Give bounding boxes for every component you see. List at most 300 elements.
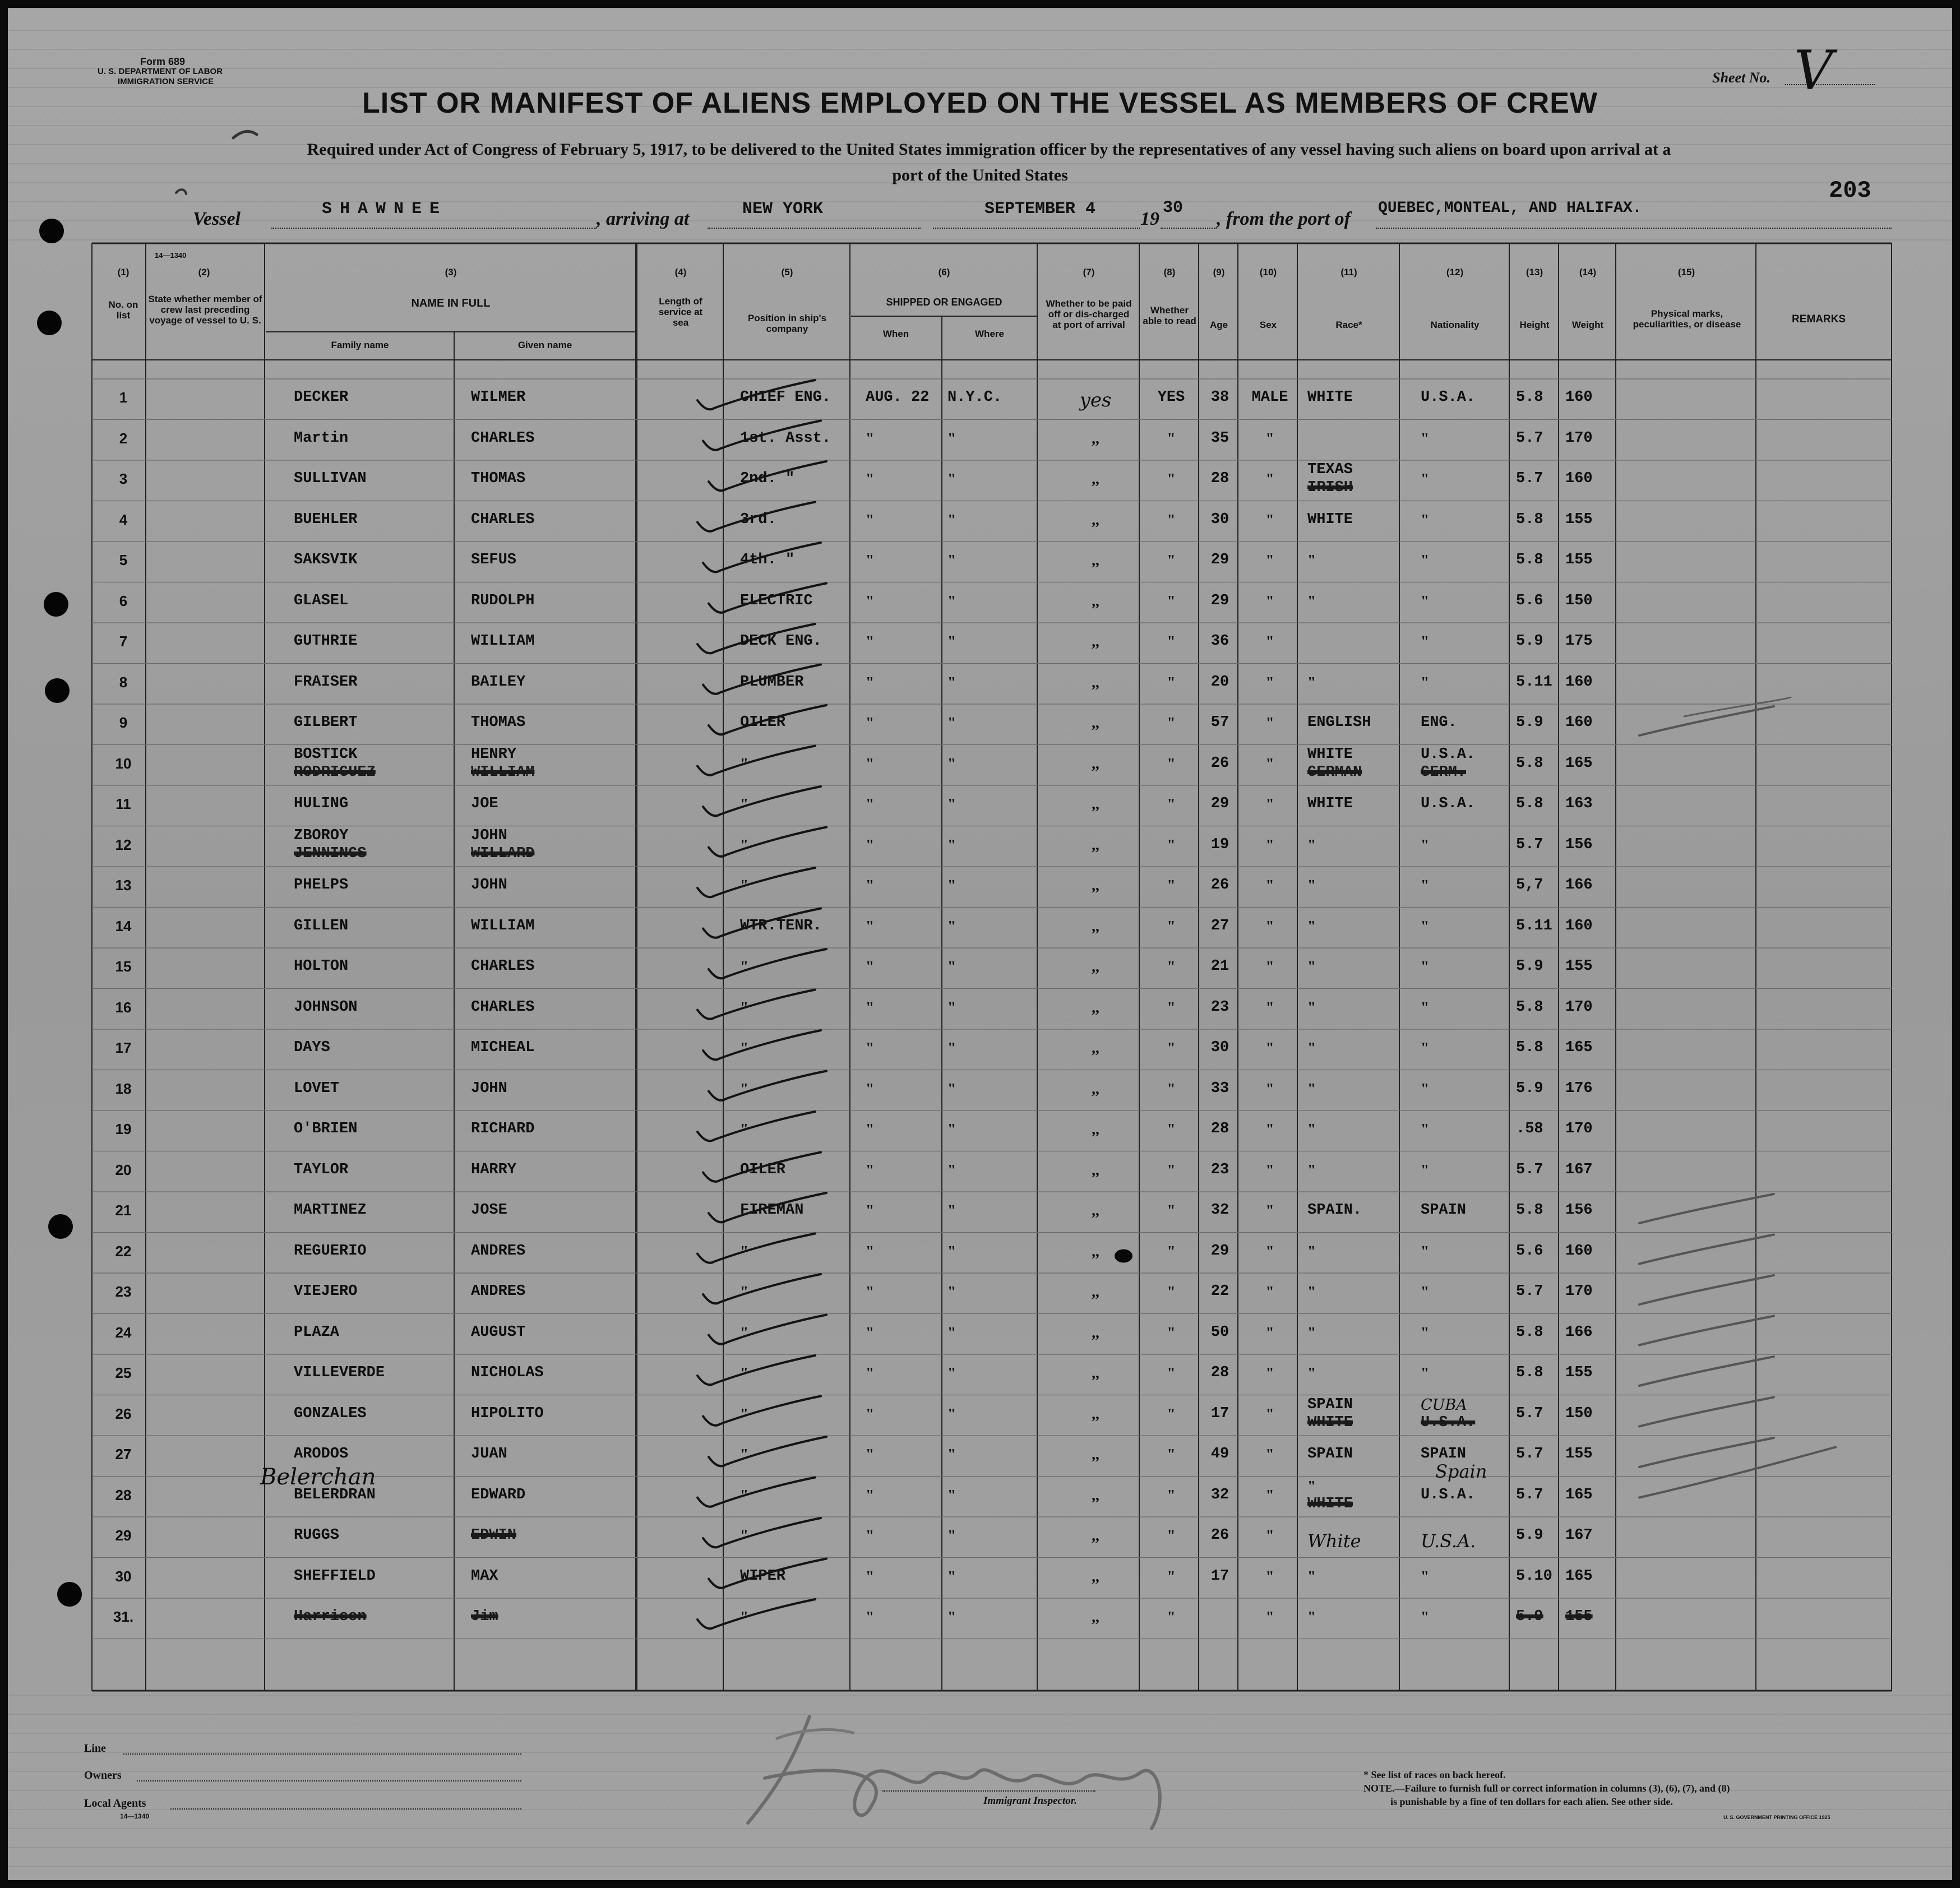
no-cell: 31. (113, 1608, 134, 1625)
sex-cell: " (1265, 1364, 1274, 1381)
check-mark (703, 1153, 821, 1182)
no-cell: 17 (115, 1039, 132, 1056)
sex-cell: " (1265, 1121, 1274, 1137)
height-cell: 5.11 (1516, 673, 1552, 691)
nationality-cell: " (1421, 1608, 1429, 1625)
where-cell: " (947, 673, 956, 691)
height-cell: 5.7 (1516, 1486, 1543, 1503)
check-mark (703, 1396, 821, 1426)
weight-cell: 170 (1565, 429, 1593, 447)
sex-cell: " (1265, 592, 1274, 609)
height-cell: 5.9 (1516, 1527, 1543, 1544)
family-cell: ZBOROY (294, 827, 349, 844)
col-sex-header: Sex (1259, 320, 1277, 330)
height-cell: .58 (1516, 1121, 1543, 1137)
paid-cell: ,, (1092, 1283, 1099, 1300)
when-cell: " (866, 1567, 874, 1585)
no-cell: 9 (119, 714, 128, 731)
where-cell: " (947, 1202, 956, 1219)
age-cell: 28 (1210, 1364, 1229, 1381)
race-cell: " (1307, 1364, 1316, 1381)
where-cell: " (947, 795, 956, 812)
page-title: LIST OR MANIFEST OF ALIENS EMPLOYED ON THE VESSEL AS MEMBERS OF CREW (362, 87, 1598, 119)
age-cell: 36 (1210, 633, 1229, 650)
printing-office: U. S. GOVERNMENT PRINTING OFFICE 1925 (1723, 1815, 1830, 1820)
height-struck-cell: 5.9 (1516, 1608, 1543, 1625)
when-cell: " (866, 958, 874, 975)
family-cell: JOHNSON (294, 998, 358, 1016)
read-cell: " (1167, 1121, 1176, 1137)
pencil-dash (1639, 1398, 1774, 1427)
position-cell: WIPER (740, 1567, 786, 1585)
no-cell: 4 (119, 511, 128, 528)
family-cell: SULLIVAN (294, 470, 367, 487)
position-cell: 1st. Asst. (740, 429, 831, 447)
height-cell: 5.8 (1516, 511, 1543, 528)
family-cell: PHELPS (294, 877, 349, 894)
weight-cell: 163 (1565, 795, 1593, 812)
height-cell: 5.8 (1516, 755, 1543, 772)
family-struck-cell: RODRIGUEZ (294, 763, 376, 781)
sheet-number: V (1794, 39, 1833, 102)
pencil-scribble (176, 189, 186, 194)
weight-cell: 175 (1565, 633, 1593, 650)
where-cell: " (947, 1527, 956, 1544)
given-cell: THOMAS (471, 714, 526, 731)
position-cell: ELECTRIC (740, 592, 813, 609)
paid-cell: ,, (1092, 1608, 1099, 1625)
read-cell: " (1167, 1039, 1176, 1056)
given-cell: CHARLES (471, 958, 535, 975)
position-cell: " (740, 1242, 748, 1260)
position-cell: DECK ENG. (740, 633, 822, 650)
where-cell: " (947, 1161, 956, 1178)
no-cell: 26 (115, 1405, 132, 1422)
age-cell: 19 (1210, 836, 1229, 853)
position-cell: WTR.TENR. (740, 917, 822, 934)
position-cell: OILER (740, 1161, 786, 1178)
pencil-dash (1639, 1447, 1836, 1498)
age-cell: 30 (1210, 1039, 1229, 1056)
given-cell: MAX (471, 1567, 498, 1585)
when-cell: " (866, 429, 874, 447)
age-cell: 26 (1210, 877, 1229, 894)
family-struck-cell: JENNINGS (294, 845, 367, 862)
weight-cell: 170 (1565, 1121, 1593, 1137)
race-cell: TEXAS (1307, 461, 1353, 478)
col-remarks-header: REMARKS (1791, 313, 1846, 325)
nationality-cell: " (1421, 1161, 1429, 1178)
age-cell: 17 (1210, 1567, 1229, 1585)
height-cell: 5.6 (1516, 592, 1543, 609)
family-cell: SHEFFIELD (294, 1567, 376, 1585)
nationality-cell: SPAIN (1421, 1446, 1467, 1463)
nationality-cell: " (1421, 633, 1429, 650)
weight-cell: 156 (1565, 836, 1593, 853)
race-cell: ENGLISH (1307, 714, 1371, 731)
nationality-cell: " (1421, 1121, 1429, 1137)
no-cell: 27 (115, 1446, 132, 1463)
paid-cell: ,, (1092, 1202, 1099, 1219)
no-cell: 21 (115, 1202, 132, 1219)
position-cell: " (740, 1486, 748, 1503)
when-cell: " (866, 552, 874, 568)
check-mark (697, 1599, 815, 1628)
sex-cell: " (1265, 998, 1274, 1016)
no-cell: 13 (115, 877, 132, 894)
sex-cell: " (1265, 877, 1274, 894)
col-weight-header: Weight (1571, 320, 1604, 330)
weight-cell: 166 (1565, 1324, 1593, 1341)
given-cell: CHARLES (471, 998, 535, 1016)
local-agents-label: Local Agents (84, 1797, 146, 1810)
age-cell: 26 (1210, 755, 1229, 772)
age-cell: 21 (1210, 958, 1229, 975)
weight-cell: 176 (1565, 1080, 1593, 1097)
col-8-number: (8) (1163, 267, 1176, 277)
col-5-number: (5) (781, 267, 793, 277)
paid-cell: ,, (1092, 1486, 1099, 1503)
nationality-cell: " (1421, 1364, 1429, 1381)
given-struck-cell: WILLIAM (471, 763, 535, 781)
height-cell: 5.8 (1516, 1364, 1543, 1381)
no-cell: 28 (115, 1486, 132, 1503)
col-when-header: When (882, 328, 909, 339)
height-cell: 5.8 (1516, 998, 1543, 1016)
check-mark (709, 949, 826, 978)
age-cell: 23 (1210, 1161, 1229, 1178)
weight-cell: 165 (1565, 1567, 1593, 1585)
check-mark (703, 1030, 821, 1059)
no-cell: 10 (115, 755, 132, 772)
check-mark (697, 1234, 815, 1263)
weight-cell: 160 (1565, 470, 1593, 487)
where-cell: " (947, 755, 956, 772)
sex-cell: " (1265, 633, 1274, 650)
position-cell: " (740, 1039, 748, 1056)
age-cell: 28 (1210, 470, 1229, 487)
read-cell: " (1167, 836, 1176, 853)
col-last-voyage-header: State whether member of crew last preceding voyage of vessel to U. S. (148, 294, 262, 326)
position-cell: " (740, 1527, 748, 1544)
when-cell: " (866, 470, 874, 487)
col-family-name-header: Family name (331, 340, 389, 350)
sex-cell: " (1265, 1161, 1274, 1178)
given-cell: WILLIAM (471, 917, 535, 934)
no-cell: 6 (119, 592, 128, 609)
paid-cell: ,, (1092, 511, 1099, 528)
position-cell: " (740, 755, 748, 772)
when-cell: " (866, 1446, 874, 1463)
read-cell: " (1167, 1080, 1176, 1097)
no-cell: 29 (115, 1527, 132, 1544)
nationality-cell: " (1421, 1039, 1429, 1056)
paid-cell: ,, (1092, 1242, 1099, 1260)
family-cell: BOSTICK (294, 746, 358, 763)
weight-cell: 165 (1565, 1039, 1593, 1056)
race-struck-cell: IRISH (1307, 479, 1353, 496)
position-cell: 3rd. (740, 511, 776, 528)
family-cell: Martin (294, 429, 349, 447)
paid-cell: ,, (1092, 592, 1099, 609)
sex-cell: " (1265, 1608, 1274, 1625)
read-cell: " (1167, 1242, 1176, 1260)
position-cell: " (740, 1608, 748, 1625)
check-mark (709, 584, 826, 613)
paid-cell: ,, (1092, 714, 1099, 731)
sex-cell: " (1265, 470, 1274, 487)
read-cell: " (1167, 1364, 1176, 1381)
read-cell: " (1167, 998, 1176, 1016)
where-cell: " (947, 1324, 956, 1341)
age-cell: 30 (1210, 511, 1229, 528)
col-age-header: Age (1209, 320, 1228, 330)
sex-cell: " (1265, 714, 1274, 731)
no-cell: 3 (119, 470, 128, 487)
col-paid-off-header: Whether to be paid off or dis-charged at port of arrival (1046, 298, 1132, 330)
family-cell: DECKER (294, 389, 349, 406)
given-cell: HARRY (471, 1161, 517, 1178)
form-code-bottom: 14—1340 (120, 1812, 150, 1820)
when-cell: " (866, 592, 874, 609)
position-cell: FIREMAN (740, 1202, 804, 1219)
vessel-label: Vessel (193, 209, 241, 229)
race-cell: " (1307, 998, 1316, 1016)
check-mark (697, 380, 815, 409)
height-cell: 5.7 (1516, 1446, 1543, 1463)
check-mark (697, 624, 815, 653)
sex-cell: " (1265, 1080, 1274, 1097)
given-cell: JOHN (471, 877, 507, 894)
height-cell: 5.7 (1516, 429, 1543, 447)
paid-cell: ,, (1092, 633, 1099, 650)
sex-cell: " (1265, 755, 1274, 772)
col-14-number: (14) (1579, 267, 1597, 277)
when-cell: AUG. 22 (866, 389, 930, 406)
race-cell: " (1307, 1121, 1316, 1137)
family-cell: FRAISER (294, 673, 358, 691)
weight-cell: 160 (1565, 1242, 1593, 1260)
race-cell: WHITE (1307, 389, 1353, 406)
no-cell: 24 (115, 1324, 132, 1341)
sex-cell: " (1265, 1039, 1274, 1056)
position-cell: CHIEF ENG. (740, 389, 831, 406)
height-cell: 5.7 (1516, 1283, 1543, 1300)
col-physical-marks-header: Physical marks, peculiarities, or disease (1633, 308, 1741, 330)
where-cell: " (947, 1567, 956, 1585)
where-cell: " (947, 1446, 956, 1463)
subtitle-line-1: Required under Act of Congress of February 5, 1917, to be delivered to the United States immigration officer by the representatives of any vessel having such aliens on board upon arrival at a (307, 140, 1671, 159)
age-cell: 27 (1210, 917, 1229, 934)
no-cell: 7 (119, 633, 128, 650)
weight-cell: 156 (1565, 1202, 1593, 1219)
check-mark (697, 502, 815, 531)
read-cell: " (1167, 917, 1176, 934)
given-cell: ANDRES (471, 1242, 526, 1260)
col-where-header: Where (975, 328, 1004, 339)
check-mark (697, 746, 815, 775)
sex-cell: " (1265, 1527, 1274, 1544)
race-cell: SPAIN (1307, 1446, 1353, 1463)
family-cell: BELERDRAN (294, 1486, 376, 1503)
family-cell: GILLEN (294, 917, 349, 934)
col-13-number: (13) (1526, 267, 1543, 277)
when-cell: " (866, 511, 874, 528)
where-cell: " (947, 552, 956, 568)
paid-cell: ,, (1092, 1364, 1099, 1381)
read-cell: " (1167, 1161, 1176, 1178)
family-cell: HOLTON (294, 958, 349, 975)
race-cell: WHITE (1307, 746, 1353, 763)
races-note: * See list of races on back hereof. (1363, 1769, 1506, 1780)
given-cell: EDWARD (471, 1486, 526, 1503)
no-cell: 22 (115, 1242, 132, 1260)
check-mark (709, 1193, 826, 1222)
position-cell: " (740, 1405, 748, 1422)
read-cell: " (1167, 958, 1176, 975)
subtitle-line-2: port of the United States (892, 166, 1068, 184)
paid-cell: ,, (1092, 877, 1099, 894)
age-cell: 57 (1210, 714, 1229, 731)
when-cell: " (866, 1283, 874, 1300)
sex-cell: " (1265, 1486, 1274, 1503)
where-cell: " (947, 1283, 956, 1300)
age-cell: 23 (1210, 998, 1229, 1016)
race-struck-cell: GERMAN (1307, 763, 1362, 781)
weight-cell: 170 (1565, 998, 1593, 1016)
no-cell: 12 (115, 836, 132, 853)
no-cell: 11 (115, 795, 131, 812)
race-cell: " (1307, 592, 1316, 609)
when-cell: " (866, 998, 874, 1016)
sheet-label: Sheet No. (1712, 70, 1771, 86)
check-mark (709, 1315, 826, 1344)
check-mark (703, 1518, 821, 1547)
family-cell: GONZALES (294, 1405, 367, 1422)
age-cell: 50 (1210, 1324, 1229, 1341)
where-cell: " (947, 917, 956, 934)
nationality-cell: " (1421, 1567, 1429, 1585)
check-mark (709, 1559, 826, 1588)
where-cell: " (947, 592, 956, 609)
handwritten-nationality: Spain (1435, 1460, 1487, 1482)
no-cell: 25 (115, 1364, 132, 1381)
col-nationality-header: Nationality (1430, 320, 1480, 330)
no-cell: 5 (119, 552, 128, 568)
position-cell: 4th. " (740, 552, 795, 568)
height-cell: 5.7 (1516, 1405, 1543, 1422)
weight-cell: 167 (1565, 1527, 1593, 1544)
when-cell: " (866, 795, 874, 812)
where-cell: " (947, 998, 956, 1016)
handwritten-marks (8, 8, 1952, 1880)
weight-struck-cell: 155 (1565, 1608, 1593, 1625)
given-cell: THOMAS (471, 470, 526, 487)
where-cell: " (947, 1121, 956, 1137)
height-cell: 5.8 (1516, 1039, 1543, 1056)
nationality-struck-cell: GERM. (1421, 763, 1467, 781)
paid-cell: ,, (1092, 795, 1099, 812)
nationality-cell: " (1421, 511, 1429, 528)
race-cell: SPAIN. (1307, 1202, 1362, 1219)
family-cell: REGUERIO (294, 1242, 367, 1260)
height-cell: 5.8 (1516, 552, 1543, 568)
read-cell: " (1167, 1405, 1176, 1422)
height-cell: 5.9 (1516, 714, 1543, 731)
check-mark (709, 1071, 826, 1100)
given-cell: MICHEAL (471, 1039, 535, 1056)
given-cell: JOSE (471, 1202, 507, 1219)
penalty-note-2: is punishable by a fine of ten dollars for each alien. See other side. (1390, 1796, 1673, 1807)
where-cell: " (947, 877, 956, 894)
given-cell: RUDOLPH (471, 592, 535, 609)
check-mark (697, 868, 815, 897)
nationality-cell: " (1421, 1324, 1429, 1341)
pencil-scribble (233, 131, 257, 138)
nationality-cell: " (1421, 1080, 1429, 1097)
check-mark (709, 827, 826, 857)
read-cell: " (1167, 470, 1176, 487)
check-mark (697, 1478, 815, 1507)
read-cell: " (1167, 1486, 1176, 1503)
col-6-number: (6) (938, 267, 950, 277)
age-cell: 29 (1210, 795, 1229, 812)
where-cell: " (947, 1608, 956, 1625)
nationality-cell: " (1421, 917, 1429, 934)
weight-cell: 160 (1565, 714, 1593, 731)
when-cell: " (866, 1324, 874, 1341)
paid-cell: ,, (1092, 1446, 1099, 1463)
where-cell: " (947, 1242, 956, 1260)
read-cell: " (1167, 1608, 1176, 1625)
sex-cell: " (1265, 1405, 1274, 1422)
check-mark (709, 705, 826, 734)
race-cell: " (1307, 1567, 1316, 1585)
given-cell: WILLIAM (471, 633, 535, 650)
weight-cell: 166 (1565, 877, 1593, 894)
read-cell: " (1167, 1324, 1176, 1341)
height-cell: 5,7 (1516, 877, 1543, 894)
sex-cell: " (1265, 511, 1274, 528)
weight-cell: 160 (1565, 389, 1593, 406)
pencil-dash (1639, 1357, 1774, 1386)
nationality-cell: " (1421, 1242, 1429, 1260)
nationality-cell: " (1421, 958, 1429, 975)
given-cell: BAILEY (471, 673, 526, 691)
department-label: U. S. DEPARTMENT OF LABOR (98, 67, 223, 76)
where-cell: " (947, 836, 956, 853)
race-cell: " (1307, 1161, 1316, 1178)
position-cell: " (740, 877, 748, 894)
position-cell: " (740, 836, 748, 853)
arriving-label: , arriving at (597, 209, 690, 229)
when-cell: " (866, 633, 874, 650)
sex-cell: " (1265, 1283, 1274, 1300)
read-cell: " (1167, 429, 1176, 447)
when-cell: " (866, 1242, 874, 1260)
col-height-header: Height (1519, 320, 1550, 330)
race-cell: " (1307, 552, 1316, 568)
given-struck-cell: Jim (471, 1608, 498, 1625)
nationality-cell: " (1421, 429, 1429, 447)
when-cell: " (866, 1527, 874, 1544)
weight-cell: 155 (1565, 552, 1593, 568)
given-cell: NICHOLAS (471, 1364, 544, 1381)
family-cell: O'BRIEN (294, 1121, 358, 1137)
nationality-cell: U.S.A. (1421, 795, 1476, 812)
read-cell: " (1167, 877, 1176, 894)
when-cell: " (866, 1608, 874, 1625)
